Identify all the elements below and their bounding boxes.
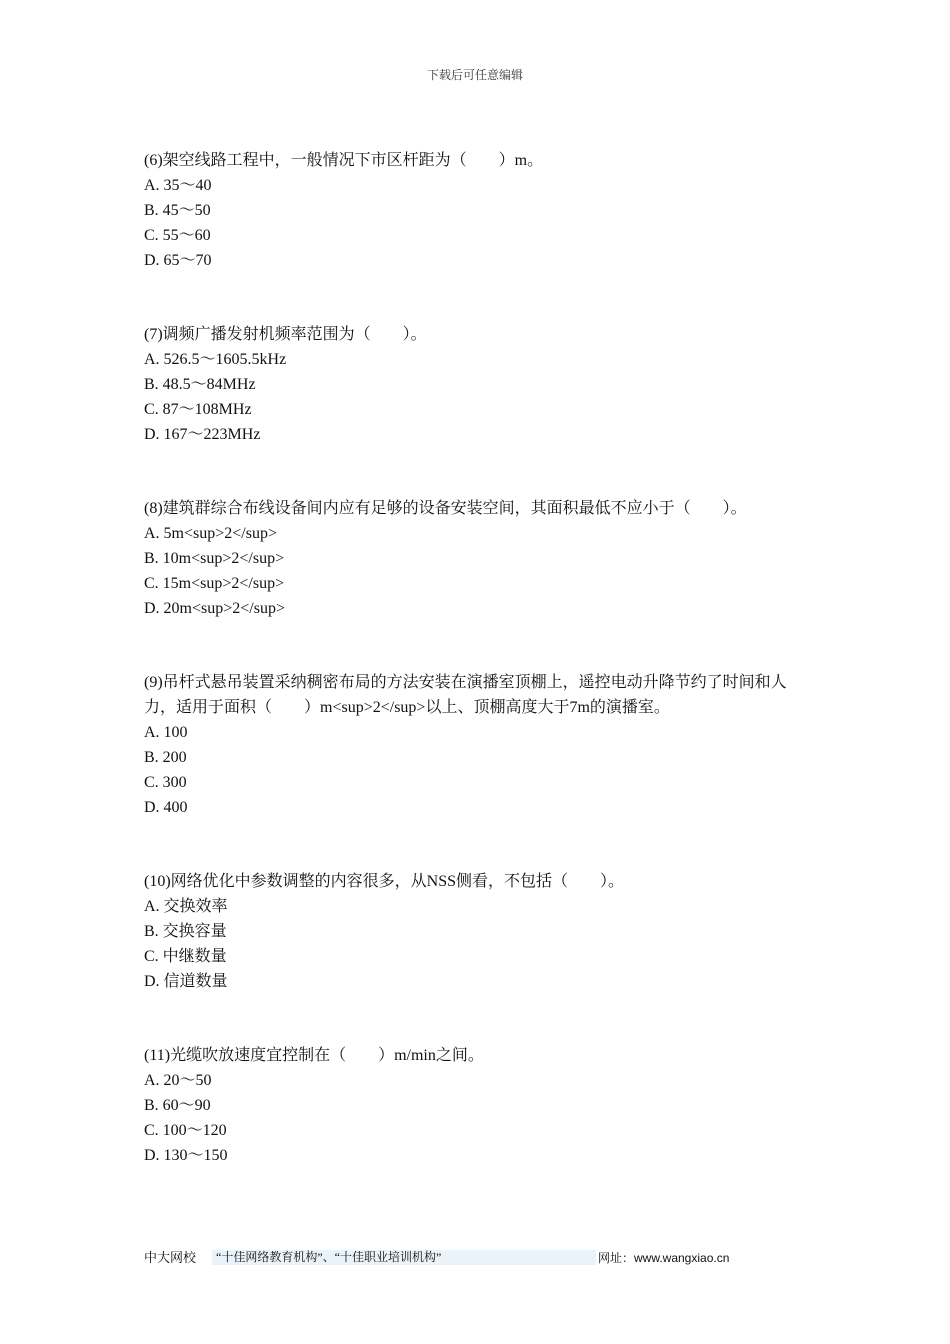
- option-c: C. 100～120: [144, 1122, 227, 1139]
- option-c: C. 中继数量: [144, 948, 227, 965]
- option-b: B. 45～50: [144, 202, 211, 219]
- option-c: C. 300: [144, 774, 187, 791]
- page-header: 下载后可任意编辑: [426, 68, 523, 82]
- footer-slogan: “十佳网络教育机构”、“十佳职业培训机构”: [212, 1250, 596, 1265]
- question-stem: (7)调频广播发射机频率范围为（ ）。: [144, 326, 427, 343]
- footer-org-name: 中大网校: [144, 1250, 197, 1265]
- option-b: B. 200: [144, 749, 187, 766]
- option-a: A. 100: [144, 724, 188, 741]
- option-c: C. 55～60: [144, 227, 211, 244]
- question-stem: (10)网络优化中参数调整的内容很多，从NSS侧看，不包括（ ）。: [144, 873, 625, 890]
- page-footer: [144, 1248, 744, 1268]
- option-d: D. 167～223MHz: [144, 426, 261, 443]
- option-a: A. 35～40: [144, 177, 212, 194]
- question-list: [144, 148, 814, 1168]
- option-a: A. 20～50: [144, 1072, 212, 1089]
- question-stem: (11)光缆吹放速度宜控制在（ ）m/min之间。: [144, 1047, 484, 1064]
- question-9: [144, 670, 814, 820]
- footer-website: 网址：www.wangxiao.cn: [598, 1251, 730, 1265]
- option-d: D. 信道数量: [144, 973, 228, 990]
- question-6: [144, 148, 814, 273]
- question-stem: (9)吊杆式悬吊装置采纳稠密布局的方法安装在演播室顶棚上，遥控电动升降节约了时间和人力，适用于面积（ ）m<sup>2</sup>以上、顶棚高度大于7m的演播室。: [144, 674, 787, 716]
- option-a: A. 5m<sup>2</sup>: [144, 525, 277, 542]
- option-b: B. 60～90: [144, 1097, 211, 1114]
- question-10: [144, 869, 814, 994]
- question-8: [144, 496, 814, 621]
- option-b: B. 10m<sup>2</sup>: [144, 550, 285, 567]
- option-b: B. 交换容量: [144, 923, 227, 940]
- option-a: A. 526.5～1605.5kHz: [144, 351, 287, 368]
- option-a: A. 交换效率: [144, 898, 228, 915]
- option-d: D. 65～70: [144, 252, 212, 269]
- option-d: D. 130～150: [144, 1147, 228, 1164]
- question-stem: (6)架空线路工程中，一般情况下市区杆距为（ ）m。: [144, 152, 544, 169]
- option-d: D. 20m<sup>2</sup>: [144, 600, 285, 617]
- option-b: B. 48.5～84MHz: [144, 376, 256, 393]
- question-11: [144, 1043, 814, 1168]
- question-stem: (8)建筑群综合布线设备间内应有足够的设备安装空间，其面积最低不应小于（ ）。: [144, 500, 747, 517]
- option-c: C. 87～108MHz: [144, 401, 252, 418]
- question-7: [144, 322, 814, 447]
- option-c: C. 15m<sup>2</sup>: [144, 575, 285, 592]
- option-d: D. 400: [144, 799, 188, 816]
